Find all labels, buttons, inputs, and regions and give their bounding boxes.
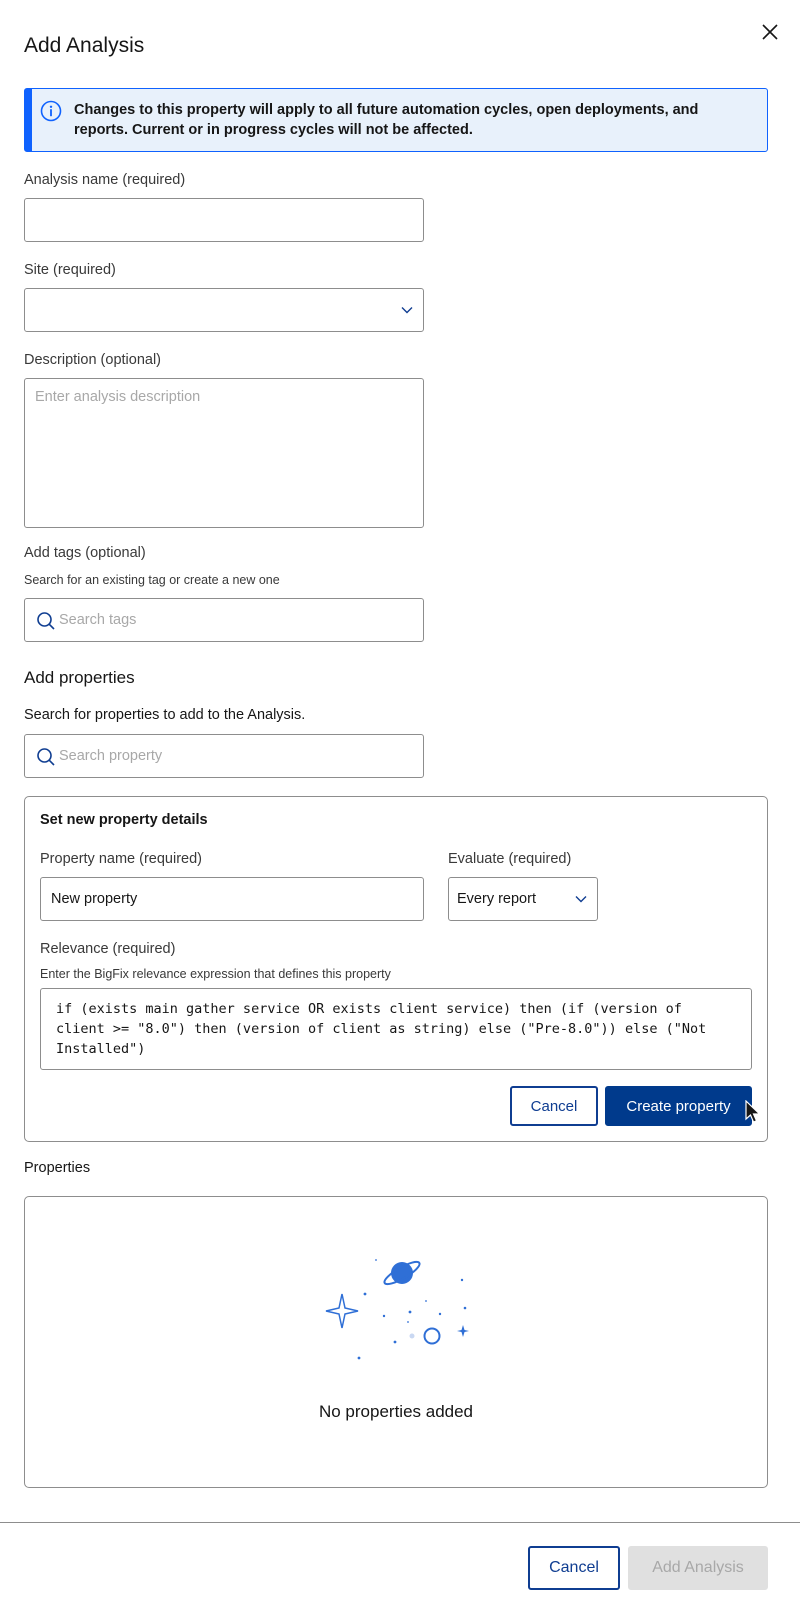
properties-label: Properties bbox=[24, 1160, 91, 1176]
search-icon bbox=[36, 611, 56, 631]
site-select[interactable] bbox=[24, 288, 424, 332]
dialog-title: Add Analysis bbox=[24, 34, 145, 57]
property-name-input[interactable] bbox=[40, 877, 424, 921]
description-placeholder: Enter analysis description bbox=[35, 389, 201, 405]
footer-divider bbox=[0, 1522, 800, 1523]
cancel-button[interactable]: Cancel bbox=[528, 1546, 620, 1590]
add-properties-title: Add properties bbox=[24, 668, 135, 687]
tags-helper: Search for an existing tag or create a new one bbox=[24, 573, 280, 587]
description-textarea[interactable] bbox=[24, 378, 424, 528]
property-search-placeholder: Search property bbox=[59, 748, 163, 764]
relevance-helper: Enter the BigFix relevance expression that defines this property bbox=[40, 967, 391, 981]
space-planet-illustration bbox=[320, 1256, 480, 1366]
analysis-name-input[interactable] bbox=[24, 198, 424, 242]
analysis-name-label: Analysis name (required) bbox=[24, 172, 186, 188]
close-icon bbox=[761, 23, 779, 41]
create-property-button[interactable]: Create property bbox=[605, 1086, 752, 1126]
close-button[interactable] bbox=[756, 18, 784, 46]
tags-placeholder: Search tags bbox=[59, 612, 137, 628]
tags-search-input[interactable] bbox=[24, 598, 424, 642]
cancel-property-button[interactable]: Cancel bbox=[510, 1086, 598, 1126]
property-name-label: Property name (required) bbox=[40, 851, 202, 867]
chevron-down-icon bbox=[575, 895, 587, 903]
evaluate-select[interactable] bbox=[448, 877, 598, 921]
empty-state-message: No properties added bbox=[318, 1402, 474, 1421]
relevance-label: Relevance (required) bbox=[40, 941, 176, 957]
site-label: Site (required) bbox=[24, 262, 116, 278]
property-search-input[interactable] bbox=[24, 734, 424, 778]
description-label: Description (optional) bbox=[24, 352, 162, 368]
new-property-heading: Set new property details bbox=[40, 812, 208, 828]
add-analysis-button[interactable]: Add Analysis bbox=[628, 1546, 768, 1590]
info-banner bbox=[24, 88, 768, 152]
search-icon bbox=[36, 747, 56, 767]
add-properties-helper: Search for properties to add to the Analysis. bbox=[24, 707, 306, 723]
tags-label: Add tags (optional) bbox=[24, 545, 146, 561]
relevance-textarea[interactable]: if (exists main gather service OR exists client service) then (if (version of client >= "8.0") then (version of client as string) else ("Pre-8.0")) else ("Not Installed") bbox=[40, 988, 752, 1070]
evaluate-value: Every report bbox=[457, 891, 536, 907]
mouse-cursor-icon bbox=[744, 1100, 762, 1124]
banner-message: Changes to this property will apply to all future automation cycles, open deployments, and reports. Current or in progress cycles will not be affected. bbox=[74, 102, 699, 138]
info-icon bbox=[40, 100, 62, 122]
chevron-down-icon bbox=[401, 306, 413, 314]
property-name-value: New property bbox=[51, 891, 138, 907]
evaluate-label: Evaluate (required) bbox=[448, 851, 572, 867]
